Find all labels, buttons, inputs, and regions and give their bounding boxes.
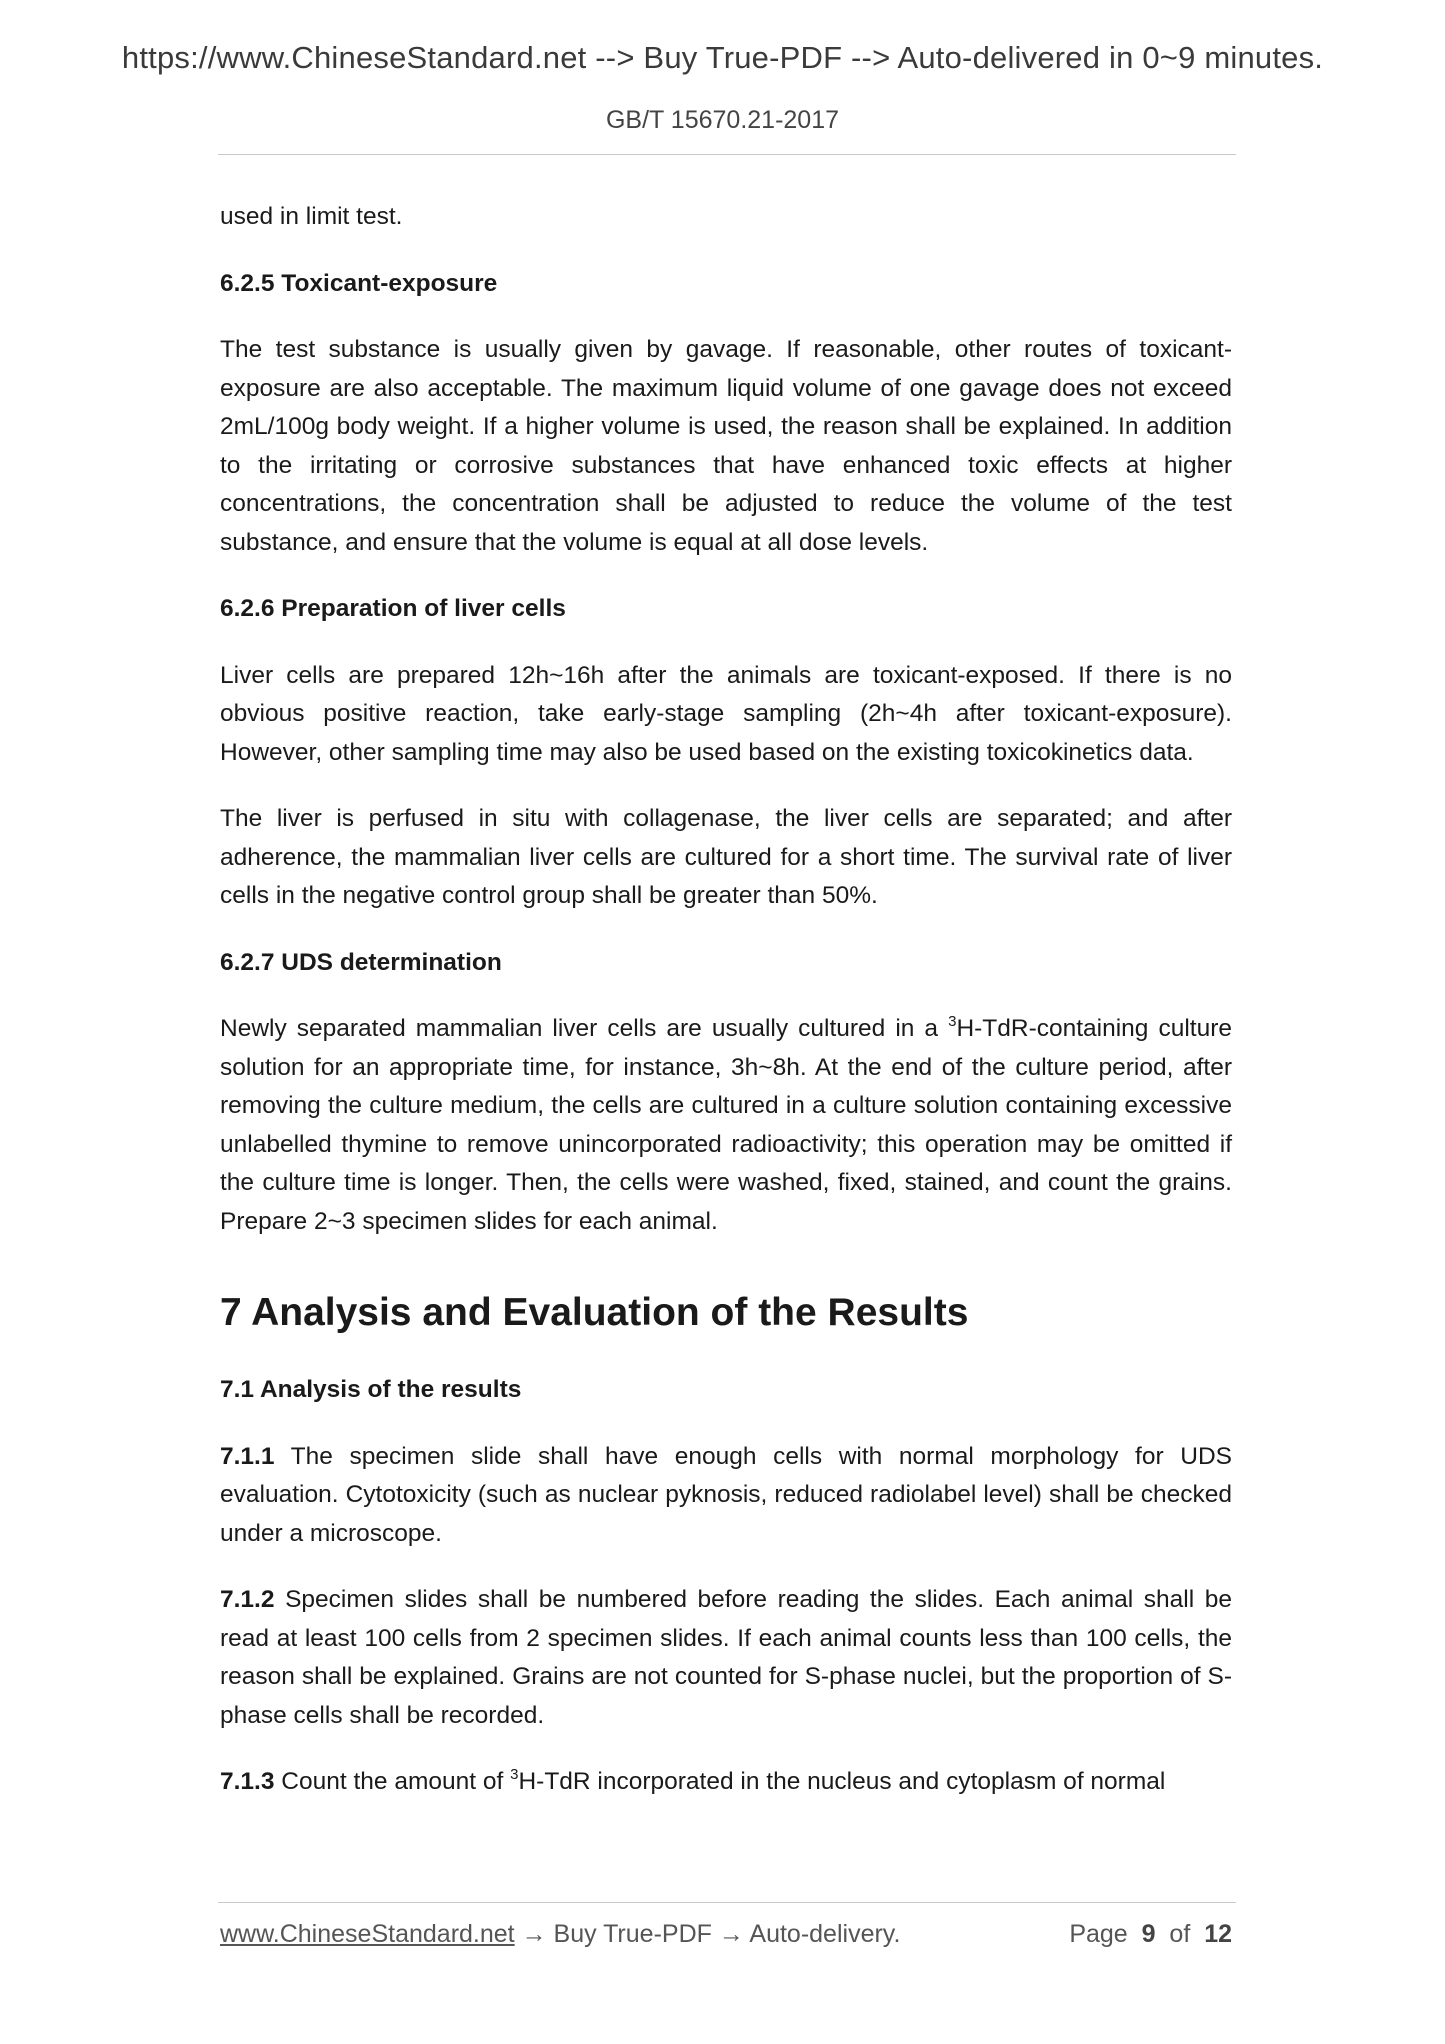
clause-number: 7.1.3 bbox=[220, 1768, 275, 1795]
paragraph-6-2-5: The test substance is usually given by gavage. If reasonable, other routes of toxicant-exposure are also acceptable. The maximum liquid volume of one gavage does not exceed 2mL/100g body weight. If a higher volume is used, the reason shall be explained. In addition to the irritating or corrosive substances that have enhanced toxic effects at higher concentrations, the concentration shall be adjusted to reduce the volume of the test substance, and ensure that the volume is equal at all dose levels. bbox=[220, 336, 1232, 556]
paragraph-6-2-6-a: Liver cells are prepared 12h~16h after the animals are toxicant-exposed. If there is no obvious positive reaction, take early-stage sampling (2h~4h after toxicant-exposure). However, other sampling time may also be used based on the existing toxicokinetics data. bbox=[220, 661, 1232, 766]
superscript: 3 bbox=[510, 1766, 519, 1783]
footer-site-link[interactable]: www.ChineseStandard.net bbox=[220, 1920, 515, 1948]
paragraph-6-2-6-b: The liver is perfused in situ with collagenase, the liver cells are separated; and after adherence, the mammalian liver cells are cultured for a short time. The survival rate of liver cells in the negative control group shall be greater than 50%. bbox=[220, 805, 1232, 909]
text-run: H-TdR incorporated in the nucleus and cytoplasm of normal bbox=[518, 1768, 1166, 1795]
text-run: Specimen slides shall be numbered before reading the slides. Each animal shall be read at least 100 cells from 2 specimen slides. If each animal counts less than 100 cells, the reason shall be explained. Grains are not counted for S-phase nuclei, but the proportion of S-phase cells shall be recorded. bbox=[220, 1586, 1232, 1729]
paragraph-7-1-2 bbox=[220, 1581, 1232, 1735]
chapter-heading-7: 7 Analysis and Evaluation of the Results bbox=[220, 1291, 969, 1334]
paragraph-6-2-7 bbox=[220, 1010, 1232, 1241]
superscript: 3 bbox=[948, 1013, 957, 1030]
page-content bbox=[220, 198, 1232, 1830]
text-run: Newly separated mammalian liver cells are usually cultured in a bbox=[220, 1015, 949, 1042]
section-heading-6-2-5: 6.2.5 Toxicant-exposure bbox=[220, 269, 498, 297]
section-heading-7-1: 7.1 Analysis of the results bbox=[220, 1376, 522, 1403]
continued-paragraph: used in limit test. bbox=[220, 203, 403, 230]
footer-divider bbox=[218, 1902, 1236, 1903]
header-divider bbox=[218, 154, 1236, 155]
section-heading-6-2-7: 6.2.7 UDS determination bbox=[220, 948, 502, 976]
standard-number: GB/T 15670.21-2017 bbox=[605, 106, 840, 134]
footer-promo-text: → Buy True-PDF → Auto-delivery. bbox=[514, 1920, 901, 1948]
paragraph-7-1-3 bbox=[220, 1763, 1232, 1802]
text-run: H-TdR-containing culture solution for an appropriate time, for instance, 3h~8h. At the end of the culture period, after removing the culture medium, the cells are cultured in a culture solution containing excessive unlabelled thymine to remove unincorporated radioactivity; this operation may be omitted if the culture time is longer. Then, the cells were washed, fixed, stained, and count the grains. Prepare 2~3 specimen slides for each animal. bbox=[220, 1015, 1232, 1235]
section-heading-6-2-6: 6.2.6 Preparation of liver cells bbox=[220, 595, 566, 622]
current-page: 9 bbox=[1141, 1920, 1156, 1948]
page-indicator bbox=[1069, 1920, 1232, 1949]
clause-number: 7.1.2 bbox=[220, 1586, 275, 1613]
footer-promo bbox=[220, 1920, 900, 1948]
page-label: Page bbox=[1069, 1920, 1128, 1948]
page-of: of bbox=[1169, 1920, 1191, 1948]
text-run: The specimen slide shall have enough cells with normal morphology for UDS evaluation. Cytotoxicity (such as nuclear pyknosis, reduced radiolabel level) shall be checked under a microscope. bbox=[220, 1442, 1232, 1547]
total-pages: 12 bbox=[1204, 1920, 1232, 1948]
paragraph-7-1-1 bbox=[220, 1438, 1232, 1554]
text-run: Count the amount of bbox=[274, 1768, 511, 1795]
top-banner-link[interactable]: https://www.ChineseStandard.net --> Buy True-PDF --> Auto-delivered in 0~9 minutes. bbox=[121, 40, 1324, 75]
page-footer bbox=[220, 1920, 1232, 1949]
clause-number: 7.1.1 bbox=[220, 1442, 275, 1470]
